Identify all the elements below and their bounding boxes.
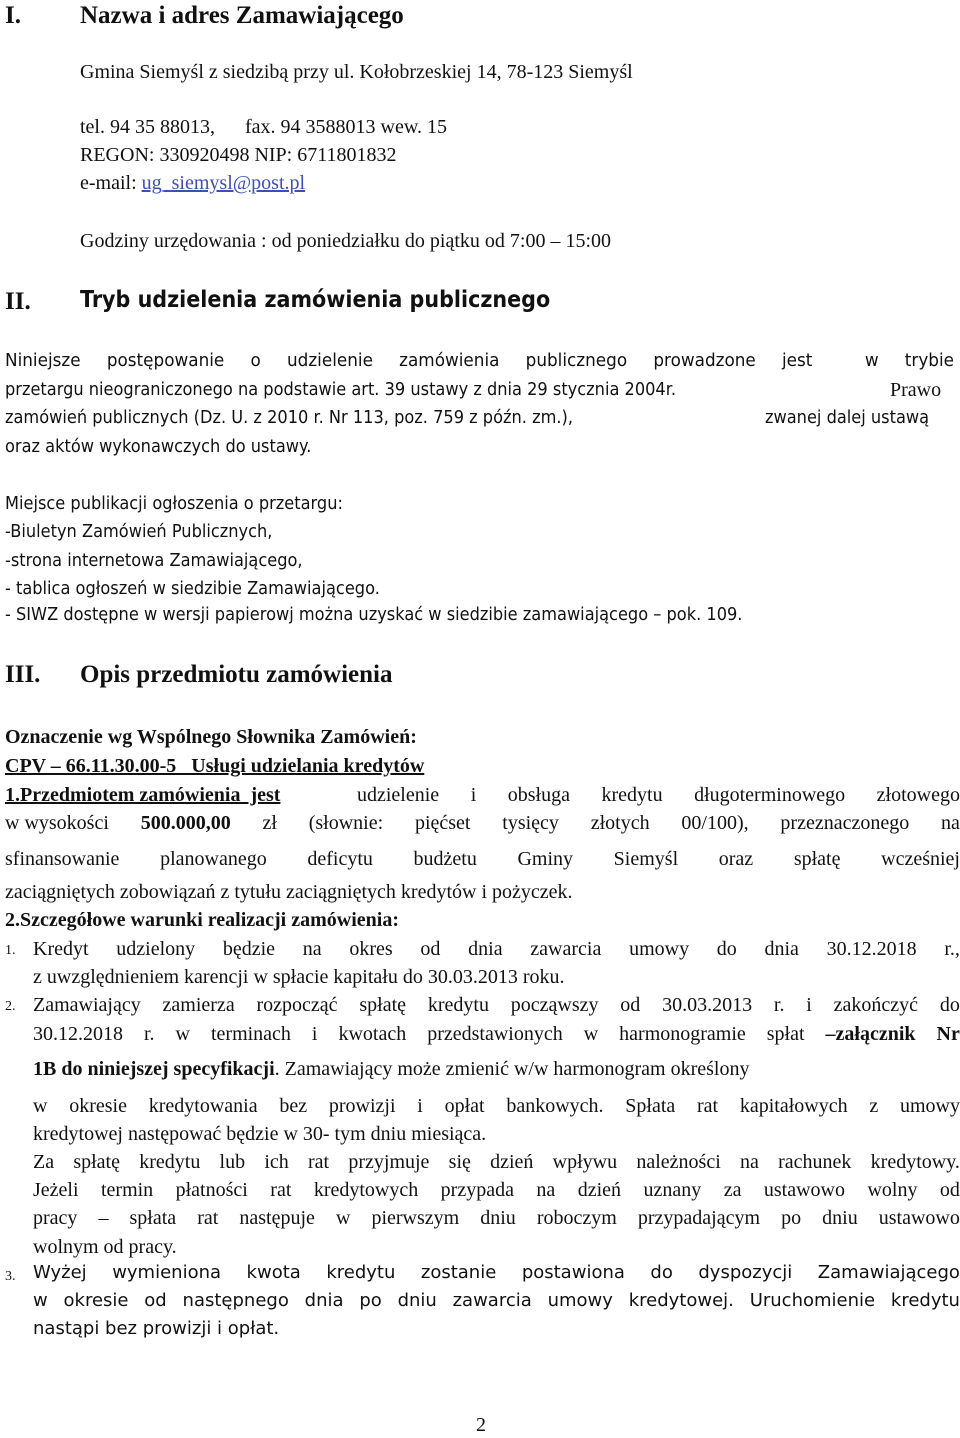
word: 30.12.2018: [33, 1023, 123, 1045]
word: przyjmuje: [348, 1151, 430, 1173]
word: do: [939, 994, 960, 1016]
word: i: [417, 1095, 423, 1117]
paragraph-line: kredytowej następować będzie w 30- tym dniu miesiąca.: [33, 1123, 487, 1145]
word: udzielenie: [357, 784, 440, 806]
word: należności: [636, 1151, 721, 1173]
word: kwotach: [338, 1023, 407, 1045]
word: będzie: [222, 938, 276, 960]
word: zakończyć: [833, 994, 919, 1016]
word: harmonogramie: [619, 1023, 746, 1045]
paragraph-line: [33, 995, 960, 1015]
word: kredytu: [427, 994, 489, 1016]
word: dnia: [468, 938, 503, 960]
word: rat: [197, 1207, 219, 1229]
word: do: [716, 938, 737, 960]
word: w: [33, 1290, 48, 1311]
word: od: [939, 1179, 960, 1201]
word: zostanie: [420, 1262, 497, 1283]
word: bankowych.: [506, 1095, 604, 1117]
list-number: 1.: [5, 943, 16, 958]
word: kapitałowych: [739, 1095, 848, 1117]
word: okresie: [63, 1290, 129, 1311]
section-number: III.: [5, 661, 41, 688]
word: Wyżej: [33, 1262, 87, 1283]
word: sfinansowanie: [5, 848, 120, 870]
word: r.,: [944, 938, 960, 960]
paragraph-line: przetargu nieograniczonego na podstawie art. 39 ustawy z dnia 29 stycznia 2004r.: [5, 379, 677, 400]
paragraph-line: [33, 1264, 960, 1282]
word: i: [311, 1023, 318, 1045]
word: Zamawiający: [33, 994, 141, 1016]
word: na: [302, 938, 322, 960]
word: i: [470, 784, 477, 806]
word: budżetu: [413, 848, 477, 870]
word: ustawowo: [763, 1179, 845, 1201]
word: rat: [308, 1151, 330, 1173]
email-link[interactable]: ug_siemysl@post.pl: [141, 172, 306, 194]
word: kredytowy.: [870, 1151, 960, 1173]
paragraph-line: [33, 1152, 960, 1172]
word: okres: [349, 938, 393, 960]
word: kredytowania: [148, 1095, 258, 1117]
word: okresie: [69, 1095, 127, 1117]
word: spłata: [129, 1207, 177, 1229]
paragraph-line: [33, 1180, 960, 1200]
paragraph-line: [357, 785, 960, 805]
word: wcześniej: [881, 848, 960, 870]
word: postawiona: [521, 1262, 625, 1283]
word: pięćset: [414, 812, 471, 834]
publication-item: -strona internetowa Zamawiającego,: [5, 550, 303, 571]
word: spłatę: [359, 994, 407, 1016]
item-1-lead: 1.Przedmiotem zamówienia jest: [5, 784, 281, 806]
word: po: [781, 1207, 802, 1229]
paragraph-line: z uwzględnieniem karencji w spłacie kapitału do 30.03.2013 roku.: [33, 966, 565, 988]
word: trybie: [904, 350, 955, 371]
word: umowy: [629, 938, 690, 960]
word: kredytu: [139, 1151, 201, 1173]
word: Gminy: [517, 848, 574, 870]
word: przypada: [440, 1179, 514, 1201]
paragraph-line: [33, 1096, 960, 1116]
word: kwota: [246, 1262, 301, 1283]
word: spłatę: [73, 1151, 120, 1173]
word: r.: [143, 1023, 155, 1045]
word: kredytu: [601, 784, 663, 806]
word: 500.000,00: [140, 812, 231, 834]
publication-item: - tablica ogłoszeń w siedzibie Zamawiającego.: [5, 578, 380, 599]
word: zamierza: [162, 994, 235, 1016]
word: od: [144, 1290, 167, 1311]
word: opłat: [444, 1095, 485, 1117]
paragraph-line: oraz aktów wykonawczych do ustawy.: [5, 436, 312, 457]
word: bez: [279, 1095, 308, 1117]
word: prowizji: [328, 1095, 396, 1117]
cpv-heading: Oznaczenie wg Wspólnego Słownika Zamówień:: [5, 726, 417, 748]
word: rachunek: [778, 1151, 852, 1173]
word: następuje: [239, 1207, 315, 1229]
word: Uruchomienie: [749, 1290, 876, 1311]
office-hours-text: Godziny urzędowania : od poniedziałku do piątku od 7:00 – 15:00: [80, 230, 612, 252]
conditions-heading: 2.Szczegółowe warunki realizacji zamówienia:: [5, 909, 399, 931]
word: umowy: [547, 1290, 613, 1311]
word: –: [98, 1207, 109, 1229]
word: złotych: [590, 812, 650, 834]
word: następnego: [182, 1290, 289, 1311]
word: umowy: [900, 1095, 960, 1117]
word: Siemyśl: [613, 848, 679, 870]
page-number: 2: [476, 1414, 486, 1436]
word: i: [806, 994, 812, 1016]
word: zamówienia: [399, 350, 500, 371]
word: kredytu: [890, 1290, 960, 1311]
word: w wysokości: [5, 812, 109, 834]
email-label: e-mail:: [80, 172, 142, 194]
word: Zamawiającego: [817, 1262, 960, 1283]
email-line: [80, 173, 305, 193]
word: spłatę: [793, 848, 841, 870]
word: zł: [262, 812, 277, 834]
word: spłat: [766, 1023, 805, 1045]
word: w: [583, 1023, 599, 1045]
regon-nip-text: REGON: 330920498 NIP: 6711801832: [80, 144, 397, 166]
word: w: [33, 1095, 48, 1117]
word: Spłata: [625, 1095, 676, 1117]
paragraph-line: zwanej dalej ustawą: [765, 407, 930, 428]
paragraph-line: [33, 1292, 960, 1310]
annex-reference: 1B do niniejszej specyfikacji: [33, 1058, 275, 1080]
word: złotowego: [876, 784, 960, 806]
cpv-code: CPV – 66.11.30.00-5 Usługi udzielania kredytów: [5, 755, 425, 777]
word: 00/100),: [681, 812, 749, 834]
word: dniu: [480, 1207, 516, 1229]
paragraph-word: Prawo: [890, 379, 942, 401]
word: roboczym: [536, 1207, 617, 1229]
word: udzielony: [116, 938, 196, 960]
section-number: II.: [5, 288, 31, 315]
word: o: [250, 350, 261, 371]
word: udzielenie: [286, 350, 373, 371]
paragraph-line: [33, 1208, 960, 1228]
tel-fax-text: tel. 94 35 88013, fax. 94 3588013 wew. 15: [80, 116, 447, 138]
word: pierwszym: [371, 1207, 460, 1229]
word: w: [175, 1023, 190, 1045]
word: –załącznik: [825, 1023, 916, 1045]
word: kredytowej.: [628, 1290, 734, 1311]
word: ustawowo: [878, 1207, 960, 1229]
paragraph-line: [33, 939, 960, 959]
word: rat: [697, 1095, 719, 1117]
annex-reference-tail: . Zamawiający może zmienić w/w harmonogram określony: [274, 1058, 750, 1080]
paragraph-line: [33, 1059, 750, 1079]
word: w: [864, 350, 879, 371]
word: Niniejsze: [5, 350, 81, 371]
word: zawarcia: [452, 1290, 532, 1311]
word: dniu: [822, 1207, 858, 1229]
word: wpływu: [552, 1151, 618, 1173]
word: długoterminowego: [694, 784, 846, 806]
word: kredytowych: [313, 1179, 419, 1201]
word: wymieniona: [112, 1262, 222, 1283]
word: rozpocząć: [256, 994, 338, 1016]
paragraph-line: [5, 849, 960, 869]
word: deficytu: [307, 848, 373, 870]
section-title: Nazwa i adres Zamawiającego: [80, 2, 404, 29]
word: ich: [264, 1151, 289, 1173]
word: zawarcia: [530, 938, 602, 960]
list-number: 3.: [5, 1269, 16, 1284]
address-text: Gmina Siemyśl z siedzibą przy ul. Kołobrzeskiej 14, 78-123 Siemyśl: [80, 61, 633, 83]
word: obsługa: [507, 784, 570, 806]
word: w: [335, 1207, 351, 1229]
word: 30.03.2013: [662, 994, 753, 1016]
word: płatności: [175, 1179, 248, 1201]
word: się: [448, 1151, 471, 1173]
word: przeznaczonego: [780, 812, 910, 834]
word: do: [650, 1262, 673, 1283]
word: od: [420, 938, 441, 960]
paragraph-line: [33, 1024, 960, 1044]
paragraph-line: zaciągniętych zobowiązań z tytułu zaciągniętych kredytów i pożyczek.: [5, 881, 573, 903]
word: pracy: [33, 1207, 78, 1229]
word: dzień: [490, 1151, 534, 1173]
word: termin: [100, 1179, 154, 1201]
word: Za: [33, 1151, 55, 1173]
section-title: Opis przedmiotu zamówienia: [80, 661, 393, 688]
word: kredytu: [326, 1262, 396, 1283]
word: przedstawionych: [427, 1023, 563, 1045]
word: Nr: [936, 1023, 960, 1045]
word: z: [869, 1095, 879, 1117]
word: lub: [219, 1151, 246, 1173]
publication-heading: Miejsce publikacji ogłoszenia o przetargu:: [5, 493, 343, 514]
word: na: [740, 1151, 759, 1173]
word: Kredyt: [33, 938, 89, 960]
word: (słownie:: [308, 812, 384, 834]
word: dnia: [304, 1290, 344, 1311]
section-number: I.: [5, 2, 21, 29]
publication-item: -Biuletyn Zamówień Publicznych,: [5, 521, 273, 542]
word: wolny: [867, 1179, 918, 1201]
word: postępowanie: [106, 350, 225, 371]
word: terminach: [210, 1023, 291, 1045]
word: na: [941, 812, 960, 834]
word: począwszy: [510, 994, 599, 1016]
paragraph-line: wolnym od pracy.: [33, 1236, 177, 1258]
word: dyspozycji: [698, 1262, 793, 1283]
word: Jeżeli: [33, 1179, 79, 1201]
word: prowadzone: [653, 350, 756, 371]
word: uznany: [643, 1179, 702, 1201]
word: na: [536, 1179, 556, 1201]
word: od: [620, 994, 641, 1016]
paragraph-line: [5, 352, 954, 370]
list-number: 2.: [5, 999, 16, 1014]
paragraph-line: [5, 813, 960, 833]
word: tysięcy: [502, 812, 559, 834]
word: dzień: [577, 1179, 622, 1201]
publication-item: - SIWZ dostępne w wersji papierowj można uzyskać w siedzibie zamawiającego – pok. 109.: [5, 604, 743, 625]
word: planowanego: [160, 848, 267, 870]
word: 30.12.2018: [826, 938, 917, 960]
word: r.: [773, 994, 785, 1016]
word: dnia: [764, 938, 799, 960]
word: oraz: [718, 848, 754, 870]
section-title: Tryb udzielenia zamówienia publicznego: [80, 287, 551, 313]
word: dniu: [397, 1290, 437, 1311]
word: jest: [781, 350, 813, 371]
word: publicznego: [525, 350, 628, 371]
word: po: [359, 1290, 382, 1311]
paragraph-line: nastąpi bez prowizji i opłat.: [33, 1318, 280, 1339]
paragraph-line: zamówień publicznych (Dz. U. z 2010 r. Nr 113, poz. 759 z późn. zm.),: [5, 407, 573, 428]
word: przypadającym: [637, 1207, 761, 1229]
word: rat: [270, 1179, 292, 1201]
word: za: [723, 1179, 742, 1201]
